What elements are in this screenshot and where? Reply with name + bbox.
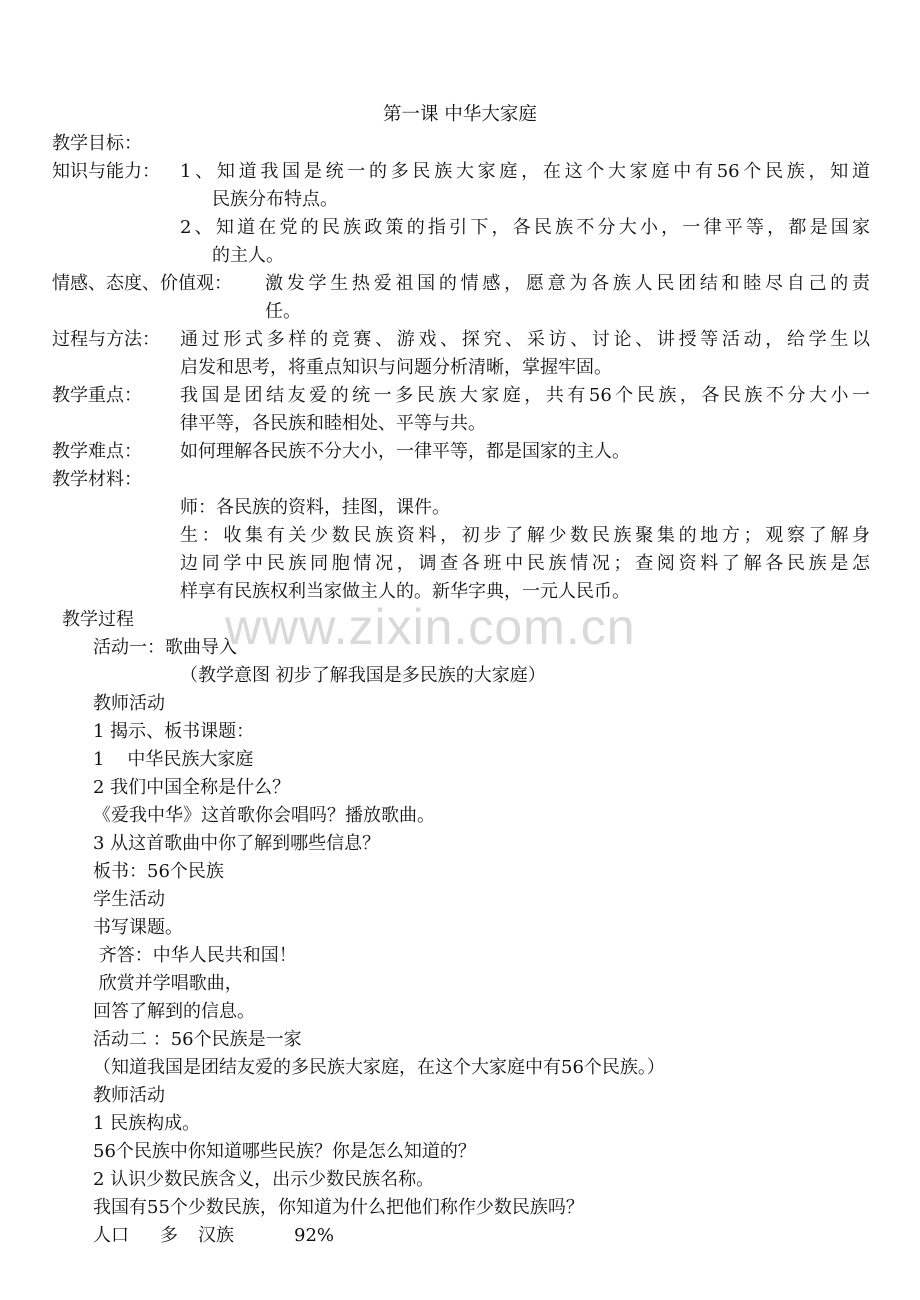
page-title: 第一课 中华大家庭 (383, 104, 537, 125)
population-group: 汉族 (198, 1225, 234, 1246)
emotion-line1: 激发学生热爱祖国的情感，愿意为各族人民团结和睦尽自己的责 (265, 273, 870, 294)
difficulties-line1: 如何理解各民族不分大小，一律平等，都是国家的主人。 (180, 441, 630, 462)
materials-teacher: 师：各民族的资料，挂图，课件。 (180, 497, 450, 518)
process-line1: 通过形式多样的竞赛、游戏、探究、采访、讨论、讲授等活动，给学生以 (180, 329, 870, 350)
knowledge-item1-line2: 民族分布特点。 (212, 189, 338, 210)
activity1-line: 《爱我中华》这首歌你会唱吗？播放歌曲。 (93, 805, 435, 826)
materials-student-line2: 边同学中民族同胞情况，调查各班中民族情况；查阅资料了解各民族是怎 (180, 553, 870, 574)
watermark: www.zixin.com.cn (225, 599, 636, 655)
key-points-line1: 我国是团结友爱的统一多民族大家庭，共有56个民族，各民族不分大小一 (180, 385, 870, 406)
key-points-label: 教学重点： (52, 385, 142, 406)
activity1-student-line: 书写课题。 (93, 917, 183, 938)
difficulties-label: 教学难点： (52, 441, 142, 462)
activity1-teacher-heading: 教师活动 (93, 693, 165, 714)
activity1-line: 板书：56个民族 (93, 861, 224, 882)
activity1-student-heading: 学生活动 (93, 889, 165, 910)
materials-student-line1: 生：收集有关少数民族资料，初步了解少数民族聚集的地方；观察了解身 (180, 525, 870, 546)
knowledge-item2-line1: 2、知道在党的民族政策的指引下，各民族不分大小，一律平等，都是国家 (180, 217, 870, 238)
activity1-student-line: 齐答：中华人民共和国！ (93, 945, 297, 966)
process-heading: 教学过程 (62, 609, 134, 630)
process-line2: 启发和思考，将重点知识与问题分析清晰，掌握牢固。 (180, 357, 612, 378)
population-label: 人口 (93, 1225, 129, 1246)
materials-student-line3: 样享有民族权利当家做主人的。新华字典，一元人民币。 (180, 581, 630, 602)
activity1-student-line: 回答了解到的信息。 (93, 1001, 255, 1022)
activity1-line: 2 我们中国全称是什么？ (93, 777, 291, 798)
activity1-line: 1 揭示、板书课题： (93, 721, 255, 742)
materials-label: 教学材料： (52, 469, 142, 490)
population-percent: 92% (294, 1225, 335, 1246)
activity1-intent: （教学意图 初步了解我国是多民族的大家庭） (180, 665, 546, 686)
emotion-line2: 任。 (265, 301, 301, 322)
activity1-line: 1 中华民族大家庭 (93, 749, 254, 770)
activity2-teacher-heading: 教师活动 (93, 1085, 165, 1106)
knowledge-item2-line2: 的主人。 (212, 245, 284, 266)
population-amount: 多 (160, 1225, 178, 1246)
activity1-line: 3 从这首歌曲中你了解到哪些信息？ (93, 833, 381, 854)
activity2-line: 56个民族中你知道哪些民族？你是怎么知道的？ (93, 1141, 476, 1162)
key-points-line2: 律平等，各民族和睦相处、平等与共。 (180, 413, 486, 434)
activity2-title: 活动二 ：56个民族是一家 (93, 1029, 302, 1050)
activity1-title: 活动一：歌曲导入 (93, 637, 237, 658)
activity2-line: 2 认识少数民族含义，出示少数民族名称。 (93, 1169, 435, 1190)
process-label: 过程与方法： (52, 329, 160, 350)
activity2-intent: （知道我国是团结友爱的多民族大家庭，在这个大家庭中有56个民族。） (93, 1057, 665, 1078)
activity2-line: 1 民族构成。 (93, 1113, 201, 1134)
knowledge-item1-line1: 1、知道我国是统一的多民族大家庭，在这个大家庭中有56个民族，知道 (180, 161, 870, 182)
knowledge-label: 知识与能力： (52, 161, 160, 182)
activity2-line: 我国有55个少数民族，你知道为什么把他们称作少数民族吗？ (93, 1197, 584, 1218)
activity1-student-line: 欣赏并学唱歌曲， (93, 973, 243, 994)
emotion-label: 情感、态度、价值观： (52, 273, 232, 294)
objectives-heading: 教学目标： (52, 133, 142, 154)
